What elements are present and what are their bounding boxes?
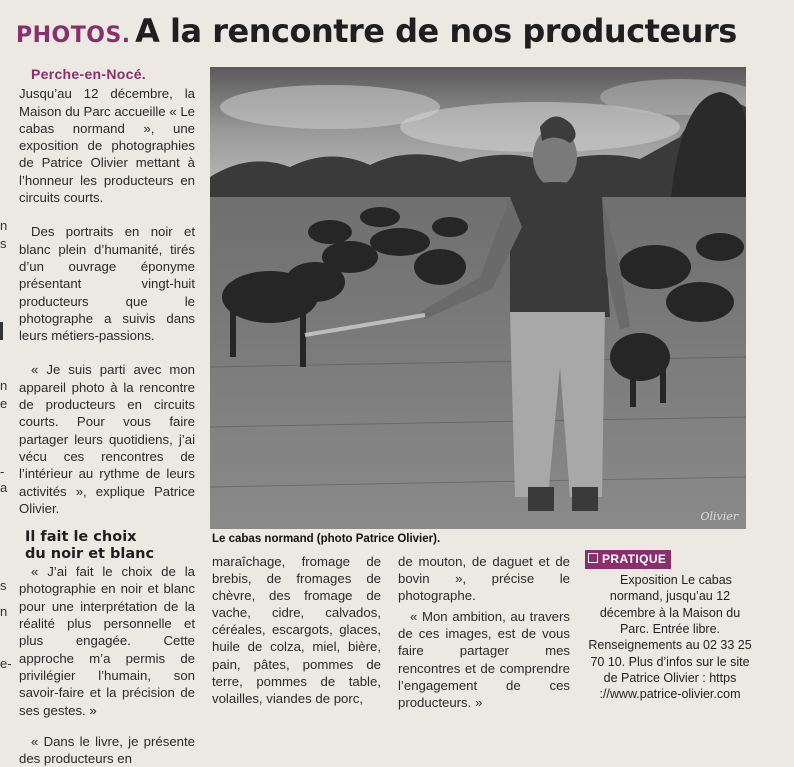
margin-fragment: n bbox=[0, 378, 8, 393]
body-column-3 bbox=[398, 553, 570, 711]
body-paragraph: Des portraits en noir et blanc plein d’humanité, tirés d’un ouvrage éponyme présentant vingt-huit producteurs que le photographe a suivis dans leurs métiers-passions. bbox=[19, 224, 195, 344]
margin-fragment: a bbox=[0, 480, 8, 495]
margin-fragment: e bbox=[0, 396, 8, 411]
body-paragraph: « Dans le livre, je présente des producteurs en bbox=[19, 733, 195, 767]
quote-paragraph: « Mon ambition, au travers de ces images, est de vous faire partager mes rencontres et de comprendre l’engagement de ces producteurs. » bbox=[398, 609, 570, 710]
headline-title: A la rencontre de nos producteurs bbox=[135, 12, 737, 50]
margin-fragment: e- bbox=[0, 656, 12, 671]
intro-text: Jusqu’au 12 décembre, la Maison du Parc accueille « Le cabas normand », une exposition de photographies de Patrice Olivier mettant à l’honneur les producteurs en circuits courts. bbox=[19, 86, 195, 206]
pratique-tag bbox=[585, 550, 671, 569]
intro-paragraph bbox=[19, 66, 195, 206]
margin-fragment: n bbox=[0, 604, 8, 619]
margin-fragment: s bbox=[0, 578, 7, 593]
left-column bbox=[19, 66, 195, 767]
headline-kicker: PHOTOS. bbox=[16, 23, 131, 48]
margin-fragment: s bbox=[0, 236, 7, 251]
margin-fragment: n bbox=[0, 218, 8, 233]
margin-fragment: - bbox=[0, 464, 5, 479]
article-photo bbox=[210, 67, 746, 529]
pratique-box bbox=[585, 550, 755, 702]
quote-paragraph: « J’ai fait le choix de la photographie en noir et blanc pour une interprétation de la réalité plus personnelle et plus engagée. Cette approche m’a permis de privilégier l’humain, son savoir-faire et la précision de ses gestes. » bbox=[19, 564, 195, 718]
square-icon bbox=[588, 553, 598, 563]
article-headline bbox=[16, 12, 786, 58]
margin-rule bbox=[0, 322, 3, 340]
pratique-tag-label: PRATIQUE bbox=[602, 552, 667, 566]
photo-caption: Le cabas normand (photo Patrice Olivier). bbox=[212, 533, 441, 545]
subhead-line-2: du noir et blanc bbox=[25, 546, 155, 563]
subhead-line-1: Il fait le choix bbox=[25, 529, 137, 546]
photo-illustration bbox=[210, 67, 746, 529]
body-column-2 bbox=[212, 553, 381, 707]
body-paragraph: maraîchage, fromage de brebis, de fromages de chèvre, des fromage de vache, cidre, calvados, céréales, escargots, glaces, huile de colza, miel, bière, pain, pâtes, pommes de terre, pommes de table, volailles, viandes de porc, bbox=[212, 554, 381, 706]
dateline: Perche-en-Nocé. bbox=[31, 66, 146, 82]
photo-signature: Olivier bbox=[700, 510, 738, 523]
quote-paragraph: « Je suis parti avec mon appareil photo à la rencontre de producteurs en circuits courts. Pour vous faire partager leurs quotidiens, j’ai vécu ces rencontres de l’intérieur au rythme de leurs activités », explique Patrice Olivier. bbox=[19, 362, 195, 516]
pratique-text: Exposition Le cabas normand, jusqu’au 12 décembre à la Maison du Parc. Entrée libre. Renseignements au 02 33 25 70 10. Plus d’infos sur le site de Patrice Olivier : https ://www.patrice-olivier.com bbox=[588, 573, 752, 702]
body-paragraph: de mouton, de daguet et de bovin », précise le photographe. bbox=[398, 554, 570, 604]
